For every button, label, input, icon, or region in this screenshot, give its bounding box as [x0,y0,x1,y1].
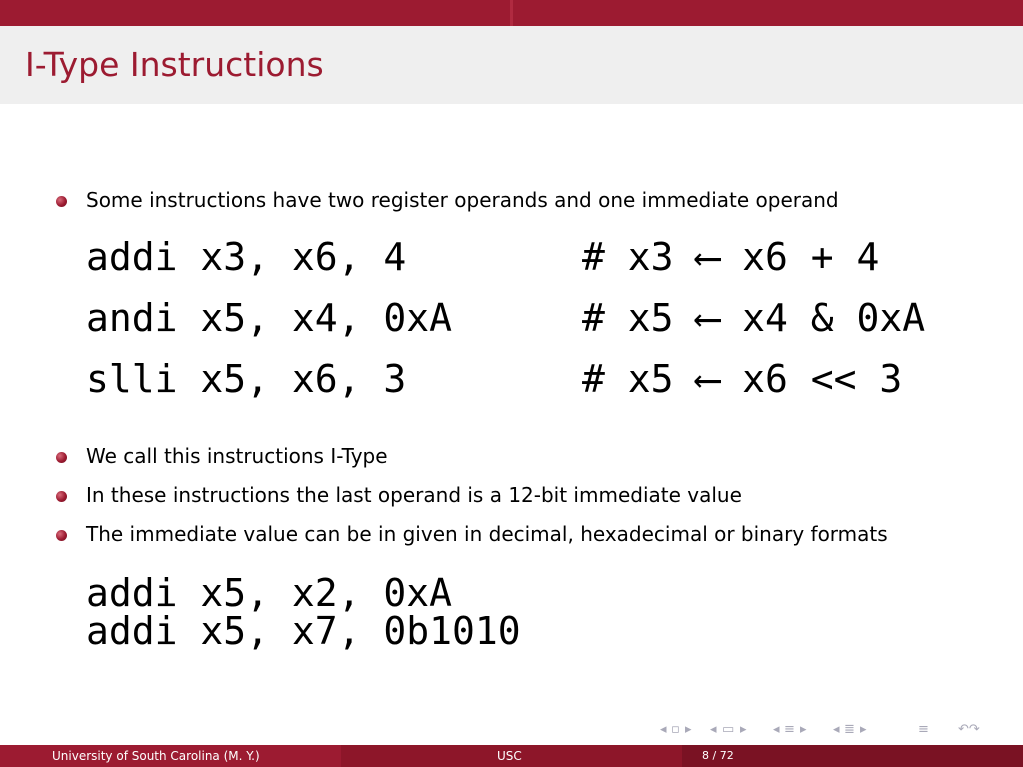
code-example-2: addi x5, x7, 0b1010 [86,609,521,653]
bullet-text-1: Some instructions have two register operands and one immediate operand [86,188,839,212]
code-example-1: addi x5, x2, 0xA [86,571,453,615]
frame-icon[interactable]: ▫ [671,722,680,737]
code-comment-2: # x5 ⟵ x4 & 0xA [582,296,926,340]
bullet-text-3: In these instructions the last operand is a 12-bit immediate value [86,483,742,507]
code-line-3: slli x5, x6, 3 [86,357,407,401]
code-comment-3: # x5 ⟵ x6 << 3 [582,357,903,401]
frame-prev-icon[interactable]: ◂ [660,722,667,737]
align-icon[interactable]: ≡ [918,722,929,737]
subsection-next-icon[interactable]: ▸ [740,722,747,737]
footer-institution: USC [497,749,522,763]
section-next-icon[interactable]: ▸ [800,722,807,737]
code-comment-1: # x3 ⟵ x6 + 4 [582,235,880,279]
footer-page-number: 8 / 72 [702,749,734,762]
section-prev-icon[interactable]: ◂ [773,722,780,737]
subsection-prev-icon[interactable]: ◂ [710,722,717,737]
bullet-icon [56,530,67,541]
top-header-bar [0,0,1023,26]
code-line-2: andi x5, x4, 0xA [86,296,453,340]
slide-icon[interactable]: ≣ [844,722,855,737]
header-divider [510,0,513,26]
slide-title: I-Type Instructions [25,45,324,84]
bullet-icon [56,196,67,207]
bullet-text-4: The immediate value can be in given in decimal, hexadecimal or binary formats [86,522,888,546]
navigation-bar [660,722,1020,740]
bullet-icon [56,452,67,463]
code-line-1: addi x3, x6, 4 [86,235,407,279]
bullet-icon [56,491,67,502]
slide-next-icon[interactable]: ▸ [860,722,867,737]
subsection-icon[interactable]: ▭ [722,722,735,737]
frame-next-icon[interactable]: ▸ [685,722,692,737]
search-icon[interactable]: ↶↷ [958,722,980,737]
bullet-text-2: We call this instructions I-Type [86,444,388,468]
footer-author: University of South Carolina (M. Y.) [52,749,260,763]
section-icon[interactable]: ≡ [784,722,795,737]
slide-prev-icon[interactable]: ◂ [833,722,840,737]
